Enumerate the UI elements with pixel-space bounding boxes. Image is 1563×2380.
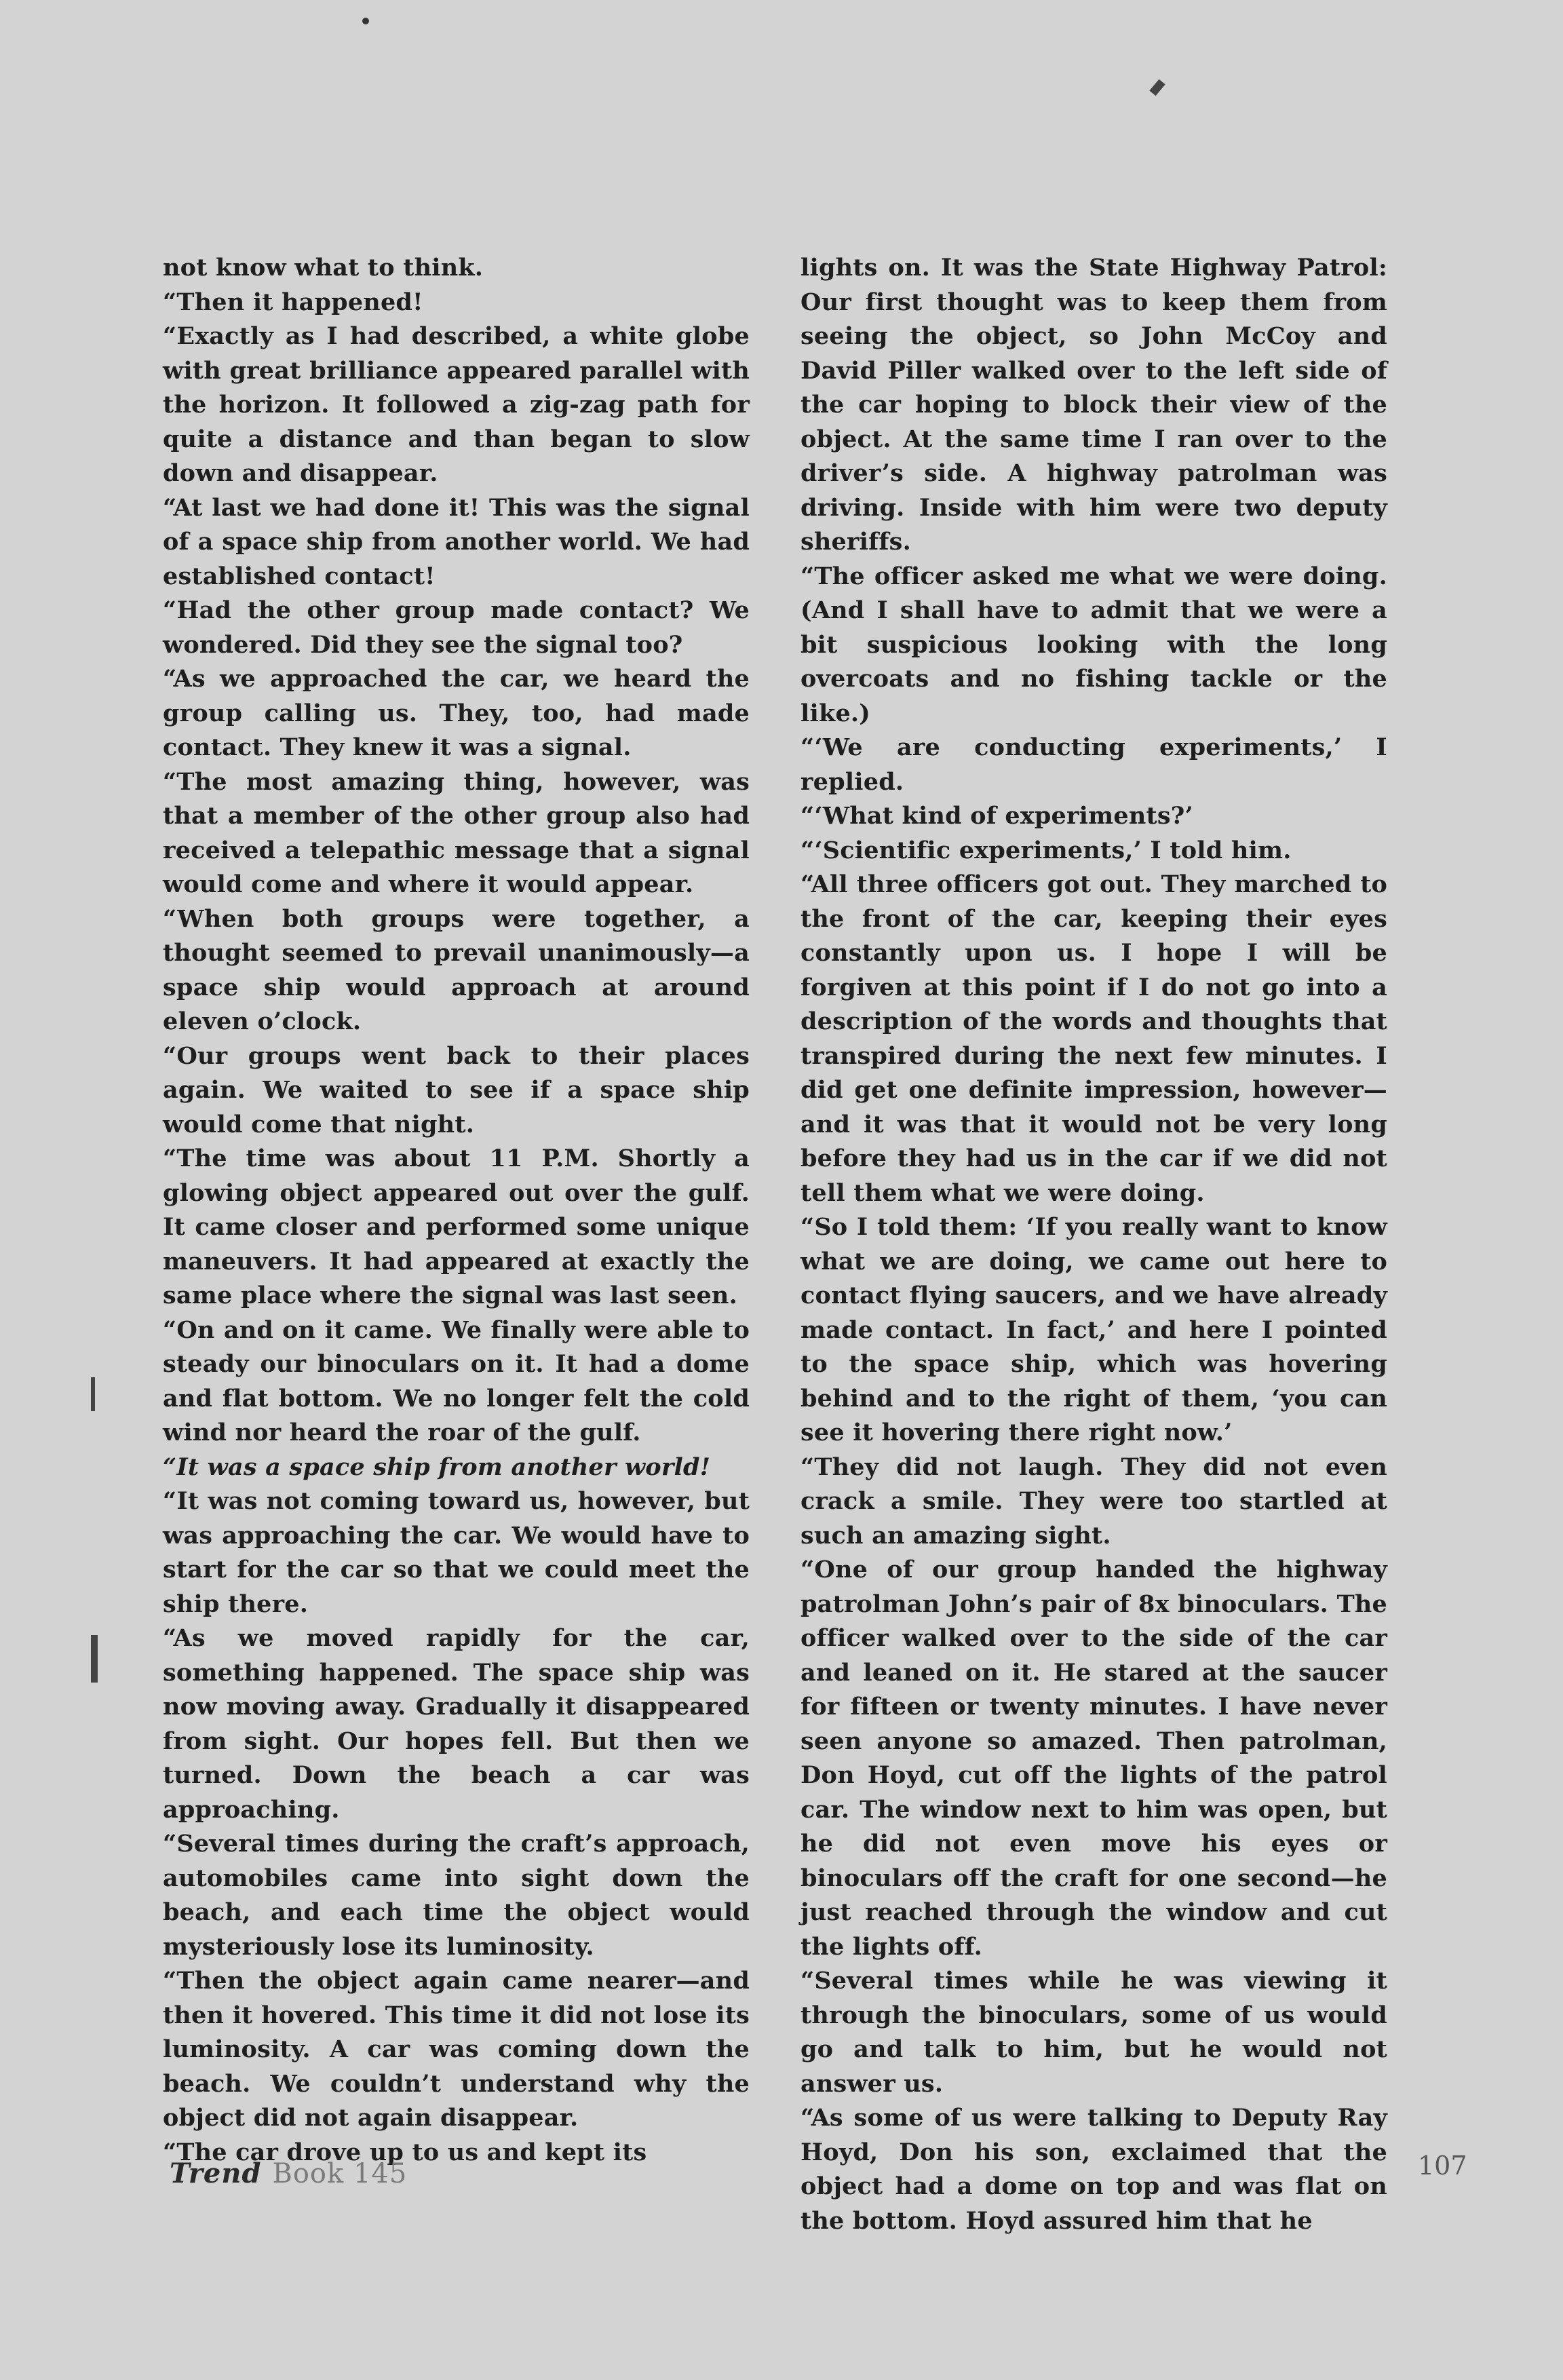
speck-mark <box>362 18 369 24</box>
paragraph: “Exactly as I had described, a white globe with great brilliance appeared parallel with the horizon. It followed a zig-zag path for quite a distance and than began to slow down and disappear. <box>163 322 750 487</box>
margin-mark <box>91 1635 98 1683</box>
paragraph: “As we approached the car, we heard the group calling us. They, too, had made contact. They knew it was a signal. <box>163 665 750 761</box>
paragraph: “All three officers got out. They marched to the front of the car, keeping their eyes constantly upon us. I hope I will be forgiven at this point if I do not go into a description of the words and thoughts that transpired during the next few minutes. I did get one definite impression, however—and it was that it would not be very long before they had us in the car if we did not tell them what we were doing. <box>800 870 1387 1207</box>
paragraph: “When both groups were together, a thought seemed to prevail unanimously—a space ship would approach at around eleven o’clock. <box>163 904 750 1035</box>
paragraph: “Several times while he was viewing it through the binoculars, some of us would go and talk to him, but he would not answer us. <box>800 1967 1387 2098</box>
paragraph: “‘We are conducting experiments,’ I replied. <box>800 733 1387 796</box>
paragraph: “The most amazing thing, however, was that a member of the other group also had received a telepathic message that a signal would come and where it would appear. <box>163 767 750 898</box>
paragraph: “Our groups went back to their places again. We waited to see if a space ship would come that night. <box>163 1041 750 1138</box>
paragraph: lights on. It was the State Highway Patrol: Our first thought was to keep them from seeing the object, so John McCoy and David Piller walked over to the left side of the car hoping to block their view of the object. At the same time I ran over to the driver’s side. A highway patrolman was driving. Inside with him were two deputy sheriffs. <box>800 254 1387 556</box>
paragraph: “On and on it came. We finally were able to steady our binoculars on it. It had a dome and flat bottom. We no longer felt the cold wind nor heard the roar of the gulf. <box>163 1316 750 1446</box>
scratch-mark <box>1149 79 1165 96</box>
paragraph: “Several times during the craft’s approach, automobiles came into sight down the beach, and each time the object would mysteriously lose its luminosity. <box>163 1830 750 1961</box>
paragraph: not know what to think. <box>163 254 484 282</box>
paragraph: “They did not laugh. They did not even crack a smile. They were too startled at such an amazing sight. <box>800 1453 1387 1550</box>
paragraph-emphasis: “It was a space ship from another world! <box>163 1453 711 1481</box>
margin-mark <box>91 1377 95 1411</box>
paragraph: “The officer asked me what we were doing. (And I shall have to admit that we were a bit suspicious looking with the long overcoats and no fishing tackle or the like.) <box>800 562 1387 727</box>
left-column <box>163 251 750 2170</box>
paragraph: “Had the other group made contact? We wondered. Did they see the signal too? <box>163 596 750 659</box>
page-number: 107 <box>1418 2151 1467 2181</box>
paragraph: “The time was about 11 P.M. Shortly a glowing object appeared out over the gulf. It came closer and performed some unique maneuvers. It had appeared at exactly the same place where the signal was last seen. <box>163 1145 750 1309</box>
paragraph: “As we moved rapidly for the car, something happened. The space ship was now moving away. Gradually it disappeared from sight. Our hopes fell. But then we turned. Down the beach a car was approaching. <box>163 1624 750 1824</box>
paragraph: “As some of us were talking to Deputy Ray Hoyd, Don his son, exclaimed that the object had a dome on top and was flat on the bottom. Hoyd assured him that he <box>800 2104 1387 2235</box>
publication-brand: Trend <box>170 2157 262 2189</box>
paragraph: “It was not coming toward us, however, but was approaching the car. We would have to start for the car so that we could meet the ship there. <box>163 1487 750 1618</box>
paragraph: “One of our group handed the highway patrolman John’s pair of 8x binoculars. The officer walked over to the side of the car and leaned on it. He stared at the saucer for fifteen or twenty minutes. I have never seen anyone so amazed. Then patrolman, Don Hoyd, cut off the lights of the patrol car. The window next to him was open, but he did not even move his eyes or binoculars off the craft for one second—he just reached through the window and cut the lights off. <box>800 1556 1387 1961</box>
paragraph: “Then the object again came nearer—and then it hovered. This time it did not lose its luminosity. A car was coming down the beach. We couldn’t understand why the object did not again disappear. <box>163 1967 750 2132</box>
paragraph: “At last we had done it! This was the signal of a space ship from another world. We had established contact! <box>163 493 750 590</box>
paragraph: “The car drove up to us and kept its <box>163 2138 647 2166</box>
book-label: Book 145 <box>272 2158 408 2189</box>
paragraph: “Then it happened! <box>163 288 423 316</box>
paragraph: “So I told them: ‘If you really want to know what we are doing, we came out here to contact flying saucers, and we have already made contact. In fact,’ and here I pointed to the space ship, which was hovering behind and to the right of them, ‘you can see it hovering there right now.’ <box>800 1213 1387 1446</box>
right-column <box>800 251 1387 2238</box>
paragraph: “‘What kind of experiments?’ <box>800 802 1193 830</box>
footer-publication <box>170 2157 407 2189</box>
paragraph: “‘Scientific experiments,’ I told him. <box>800 836 1292 864</box>
